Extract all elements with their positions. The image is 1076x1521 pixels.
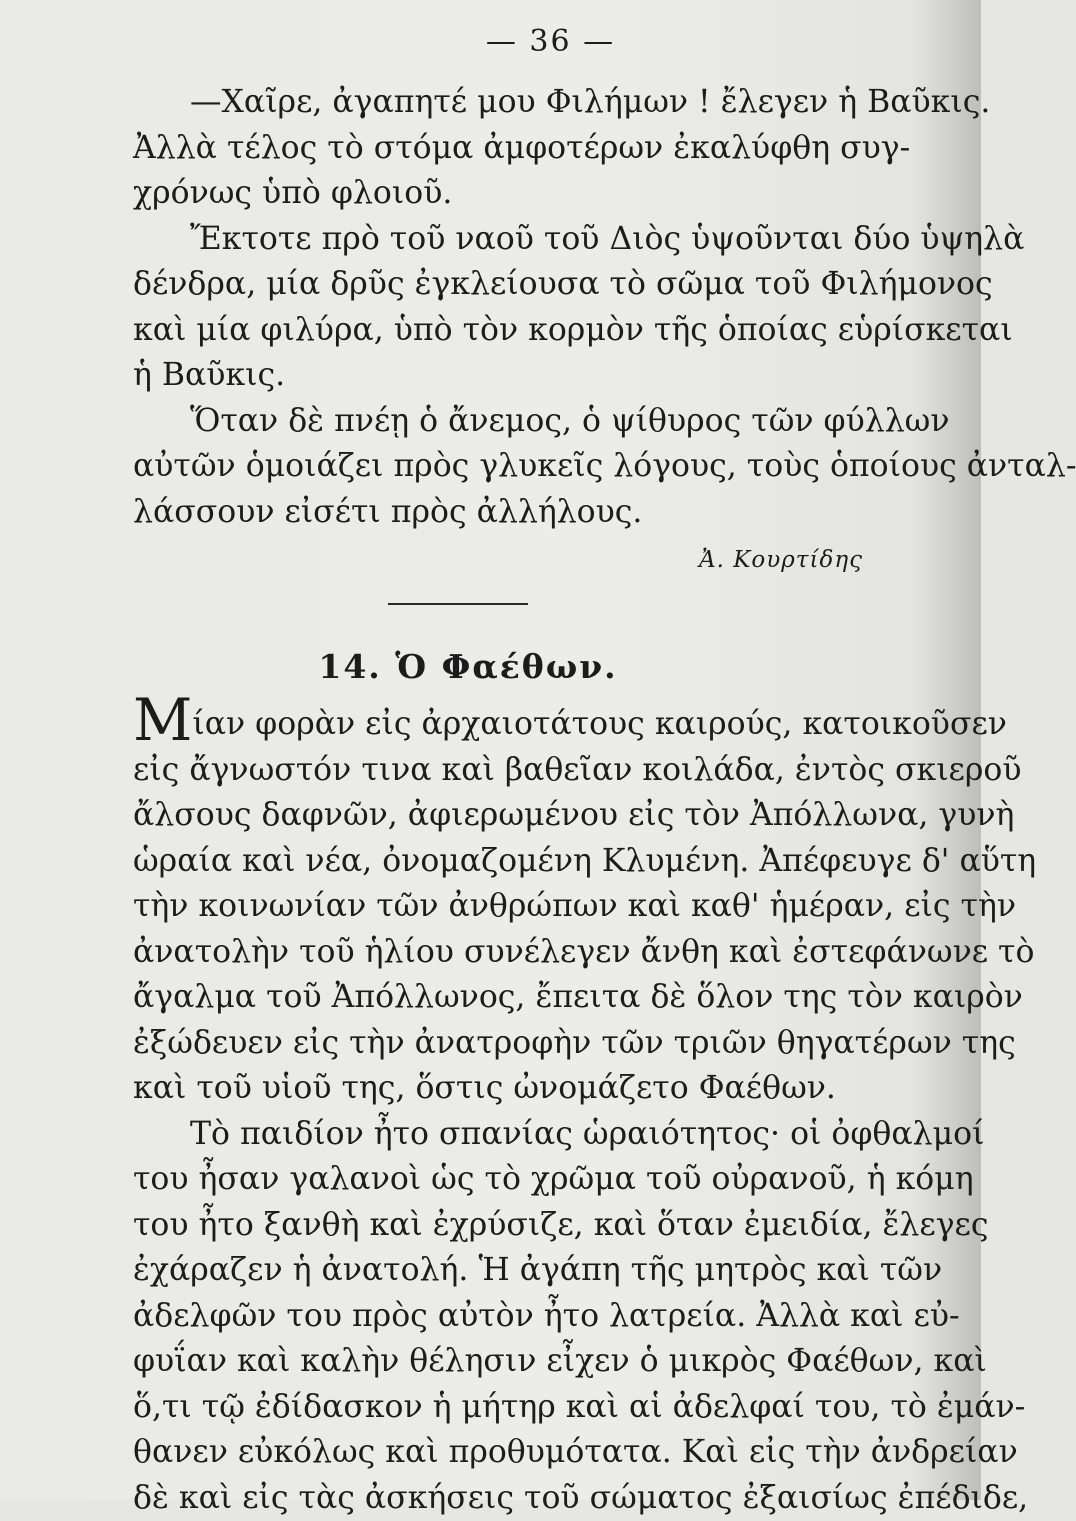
paragraph: [133, 217, 903, 399]
text-line: θανεν εὐκόλως καὶ προθυμότατα. Καὶ εἰς τὴν ἀνδρείαν: [133, 1430, 903, 1476]
text-line: Ἔκτοτε πρὸ τοῦ ναοῦ τοῦ Διὸς ὑψοῦνται δύο ὑψηλὰ: [133, 217, 903, 263]
text-line: Μίαν φορὰν εἰς ἀρχαιοτάτους καιρούς, κατοικοῦσεν: [133, 700, 903, 748]
page-number: — 36 —: [60, 24, 1041, 59]
text-line: —Χαῖρε, ἀγαπητέ μου Φιλήμων ! ἔλεγεν ἡ Βαῦκις.: [133, 80, 903, 126]
text-line: Ὅταν δὲ πνέῃ ὁ ἄνεμος, ὁ ψίθυρος τῶν φύλλων: [133, 399, 903, 445]
text-line: λάσσουν εἰσέτι πρὸς ἀλλήλους.: [133, 490, 903, 536]
text-line: καὶ μία φιλύρα, ὑπὸ τὸν κορμὸν τῆς ὁποίας εὑρίσκεται: [133, 308, 903, 354]
poem-ending-section: [133, 80, 903, 535]
text-line: αὐτῶν ὁμοιάζει πρὸς γλυκεῖς λόγους, τοὺς ὁποίους ἀνταλ-: [133, 444, 903, 490]
text-line: καὶ τοῦ υἱοῦ της, ὅστις ὠνομάζετο Φαέθων.: [133, 1066, 903, 1112]
text-line: του ἦσαν γαλανοὶ ὡς τὸ χρῶμα τοῦ οὐρανοῦ, ἡ κόμη: [133, 1157, 903, 1203]
section-divider: [388, 603, 528, 605]
paragraph: [133, 80, 903, 217]
text-line: ἐχάραζεν ἡ ἀνατολή. Ἡ ἀγάπη τῆς μητρὸς καὶ τῶν: [133, 1248, 903, 1294]
page-content: [133, 80, 903, 1521]
drop-cap: Μ: [133, 686, 192, 754]
text-line: Τὸ παιδίον ἦτο σπανίας ὡραιότητος· οἱ ὀφθαλμοί: [133, 1112, 903, 1158]
text-line: ἄλσους δαφνῶν, ἀφιερωμένου εἰς τὸν Ἀπόλλωνα, γυνὴ: [133, 793, 903, 839]
text-line: τὴν κοινωνίαν τῶν ἀνθρώπων καὶ καθ' ἡμέραν, εἰς τὴν: [133, 884, 903, 930]
text-line: ὅ,τι τῷ ἐδίδασκον ἡ μήτηρ καὶ αἱ ἀδελφαί του, τὸ ἐμάν-: [133, 1385, 903, 1431]
text-line: Ἀλλὰ τέλος τὸ στόμα ἀμφοτέρων ἐκαλύφθη συγ-: [133, 126, 903, 172]
text-line: δένδρα, μία δρῦς ἐγκλείουσα τὸ σῶμα τοῦ Φιλήμονος: [133, 262, 903, 308]
text-line: ὡραία καὶ νέα, ὀνομαζομένη Κλυμένη. Ἀπέφευγε δ' αὕτη: [133, 839, 903, 885]
text-line: ἀδελφῶν του πρὸς αὐτὸν ἦτο λατρεία. Ἀλλὰ καὶ εὐ-: [133, 1294, 903, 1340]
text-line: ἄγαλμα τοῦ Ἀπόλλωνος, ἔπειτα δὲ ὅλον της τὸν καιρὸν: [133, 975, 903, 1021]
text-line: δὲ καὶ εἰς τὰς ἀσκήσεις τοῦ σώματος ἐξαισίως ἐπέδιδε,: [133, 1476, 903, 1521]
text-line: ἐξώδευεν εἰς τὴν ἀνατροφὴν τῶν τριῶν θηγατέρων της: [133, 1021, 903, 1067]
text-line: ἀνατολὴν τοῦ ἡλίου συνέλεγεν ἄνθη καὶ ἐστεφάνωνε τὸ: [133, 930, 903, 976]
paragraph: [133, 700, 903, 1112]
paragraph: [133, 399, 903, 536]
text-line: χρόνως ὑπὸ φλοιοῦ.: [133, 171, 903, 217]
author-signature: Ἀ. Κουρτίδης: [133, 547, 903, 573]
text-line: φυΐαν καὶ καλὴν θέλησιν εἶχεν ὁ μικρὸς Φαέθων, καὶ: [133, 1339, 903, 1385]
text-line: ἡ Βαῦκις.: [133, 353, 903, 399]
section-title: 14. Ὁ Φαέθων.: [83, 647, 853, 686]
text-line: εἰς ἄγνωστόν τινα καὶ βαθεῖαν κοιλάδα, ἐντὸς σκιεροῦ: [133, 748, 903, 794]
story-section: [133, 700, 903, 1521]
text-line: του ἦτο ξανθὴ καὶ ἐχρύσιζε, καὶ ὅταν ἐμειδία, ἔλεγες: [133, 1203, 903, 1249]
paragraph: [133, 1112, 903, 1521]
